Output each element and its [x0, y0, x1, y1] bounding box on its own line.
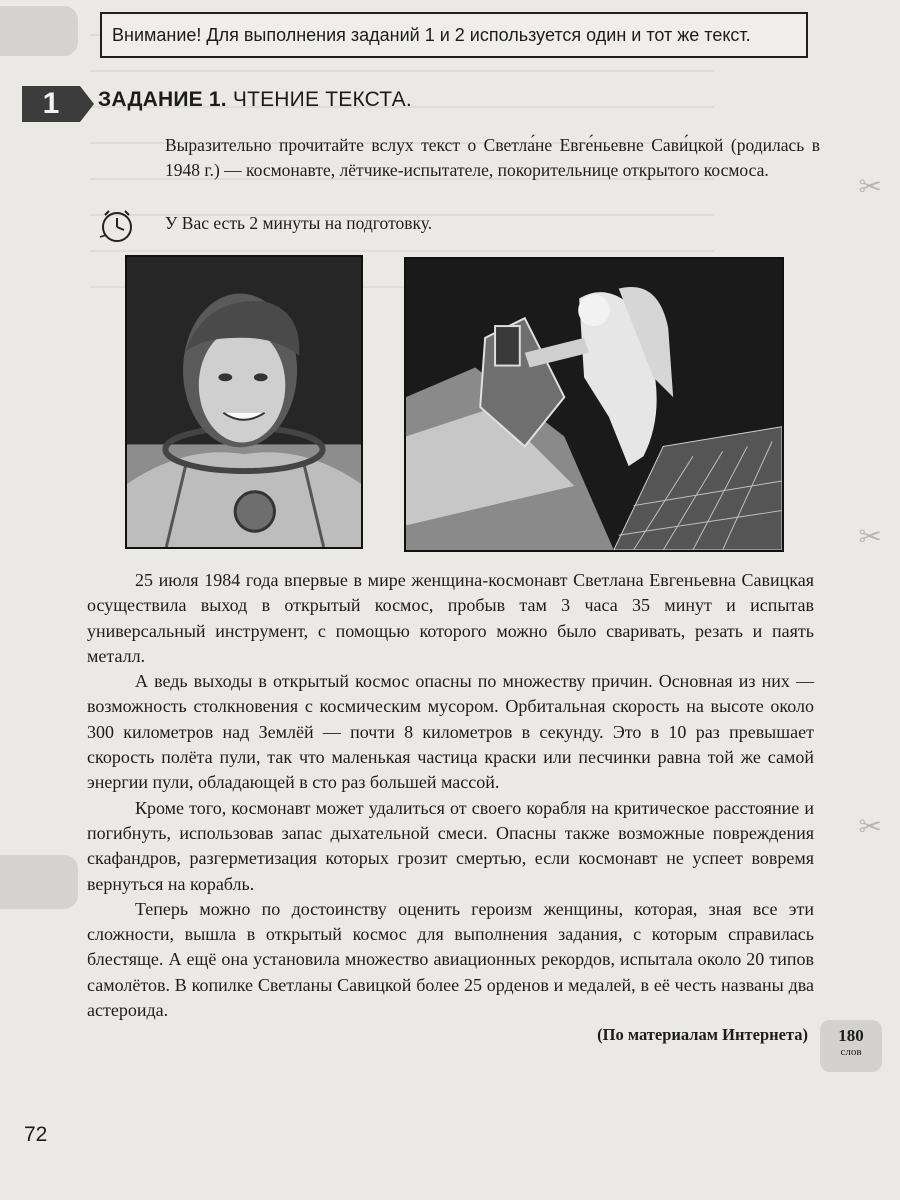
clock-icon	[98, 207, 136, 245]
spacewalk-photo	[404, 257, 784, 552]
task-number-badge: 1	[22, 86, 80, 122]
page-edge-tab-middle	[0, 855, 78, 909]
portrait-photo	[125, 255, 363, 549]
text-paragraph: Кроме того, космонавт может удалиться от своего корабля на критическое расстояние и погибнуть, использовав запас дыхательной смеси. Опасны также возможные повреждения скафандров, разгерметизация которых грозит смертью, если космонавт не успеет вовремя вернуться на корабль.	[87, 797, 814, 894]
text-paragraph: 25 июля 1984 года впервые в мире женщина-космонавт Светлана Евгеньевна Савицкая осуществила выход в открытый космос, пробыв там 3 часа 35 минут и испытав универсальный инструмент, с помощью которого можно было сваривать, резать и паять металл.	[87, 570, 814, 666]
text-paragraph: А ведь выходы в открытый космос опасны по множеству причин. Основная из них — возможность столкновения с космическим мусором. Орбитальная скорость на высоте около 300 километров над Землёй — почти 8 километров в секунду. Это в 10 раз превышает скорость полёта пули, так что маленькая частица краски или песчинки равна той же самой энергии пули, обладающей в сто раз большей массой.	[87, 671, 814, 793]
task-title-label: ЗАДАНИЕ 1.	[98, 88, 227, 111]
task-instruction: Выразительно прочитайте вслух текст о Светла́не Евге́ньевне Сави́цкой (родилась в 1948 г.) — космонавте, лётчике-испытателе, покорительнице открытого космоса.	[165, 135, 820, 180]
attention-notice: Внимание! Для выполнения заданий 1 и 2 используется один и тот же текст.	[100, 12, 808, 58]
text-paragraph: Теперь можно по достоинству оценить героизм женщины, которая, зная все эти сложности, вышла в открытый космос для выполнения задания, с которым справилась блестяще. А ещё она установила множество авиационных рекордов, испытала около 20 типов самолётов. В копилке Светланы Савицкой более 25 орденов и медалей, в её честь названы два астероида.	[87, 898, 814, 1021]
page-edge-tab-top	[0, 6, 78, 56]
task-title-name: ЧТЕНИЕ ТЕКСТА.	[226, 88, 412, 111]
word-count-unit: слов	[840, 1046, 862, 1058]
scissors-icon: ✂	[858, 520, 882, 553]
text-source: (По материалам Интернета)	[597, 1025, 808, 1044]
page-number: 72	[24, 1123, 48, 1146]
scissors-icon: ✂	[858, 810, 882, 843]
task-title	[98, 88, 412, 112]
scissors-icon: ✂	[858, 170, 882, 203]
word-count-badge	[820, 1020, 882, 1072]
word-count-number: 180	[838, 1026, 864, 1045]
reading-text	[87, 568, 814, 1023]
preparation-time: У Вас есть 2 минуты на подготовку.	[165, 213, 433, 233]
